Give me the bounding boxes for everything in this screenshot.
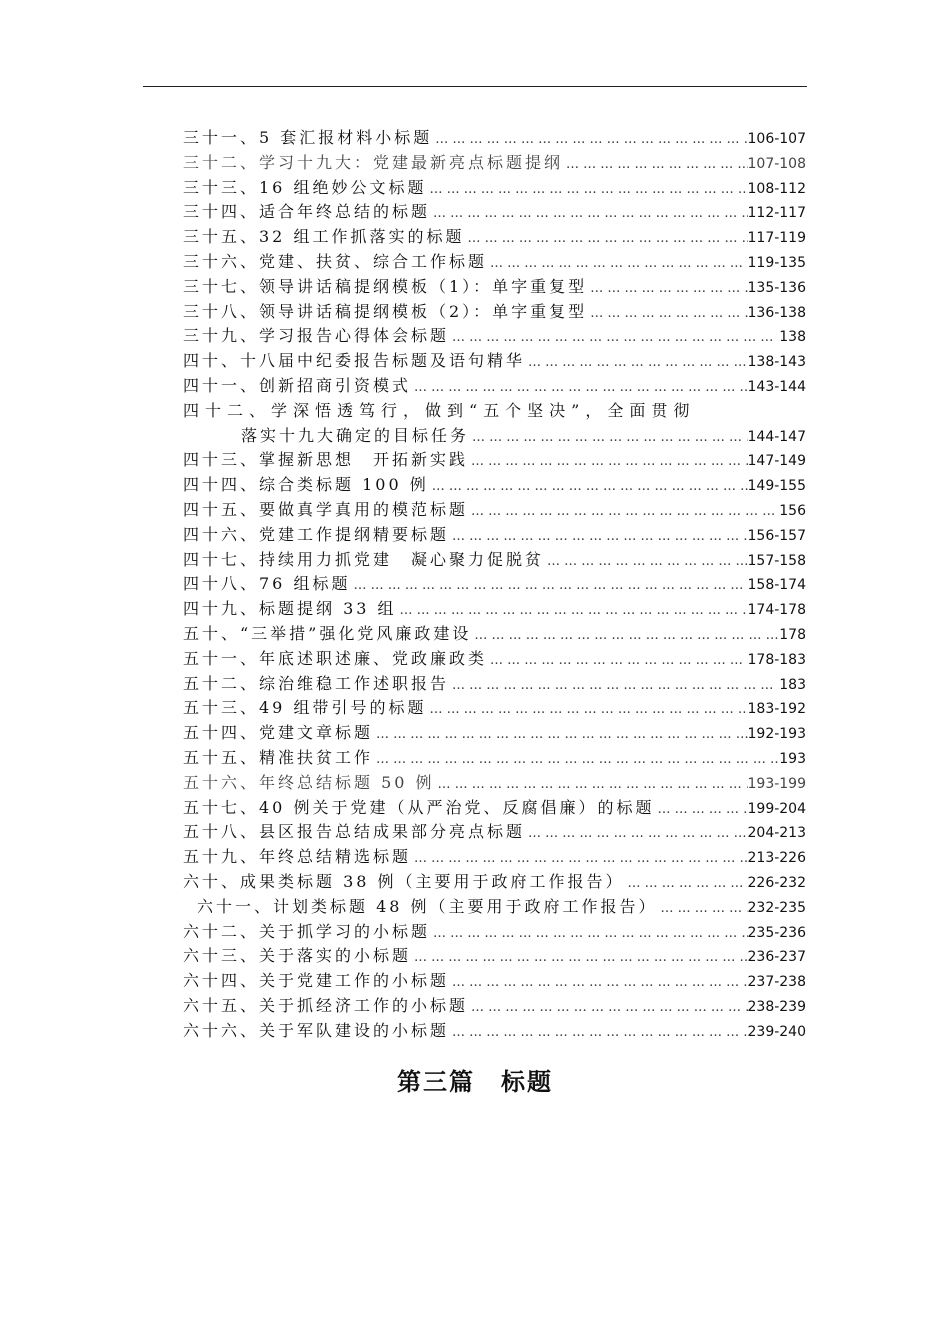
toc-leader bbox=[525, 826, 747, 841]
toc-leader bbox=[471, 628, 779, 643]
toc-entry-pages: 193-199 bbox=[747, 775, 806, 792]
toc-entry[interactable] bbox=[183, 274, 806, 299]
toc-entry-pages: 147-149 bbox=[747, 453, 806, 470]
toc-entry-label: 五十六、年终总结标题 50 例 bbox=[183, 772, 435, 792]
toc-entry-pages: 226-232 bbox=[747, 874, 806, 891]
toc-leader bbox=[464, 231, 747, 246]
toc-entry[interactable] bbox=[183, 224, 806, 249]
toc-leader bbox=[430, 926, 747, 941]
toc-entry-label: 四十、十八届中纪委报告标题及语句精华 bbox=[183, 351, 526, 371]
toc-leader bbox=[435, 777, 748, 792]
toc-entry-label: 三十一、5 套汇报材料小标题 bbox=[183, 128, 433, 147]
toc-entry-pages: 158-174 bbox=[747, 577, 806, 594]
toc-entry-pages: 138 bbox=[779, 329, 806, 346]
toc-entry-label: 落实十九大确定的目标任务 bbox=[241, 425, 470, 445]
toc-leader bbox=[373, 752, 779, 767]
header-rule bbox=[143, 86, 807, 87]
toc-entry-pages: 183 bbox=[779, 676, 806, 693]
toc-leader bbox=[625, 876, 748, 891]
toc-entry-pages: 117-119 bbox=[747, 230, 806, 247]
toc-leader bbox=[468, 454, 747, 469]
toc-entry[interactable] bbox=[183, 299, 806, 324]
toc-entry-label: 五十二、综治维稳工作述职报告 bbox=[183, 673, 450, 693]
toc-leader bbox=[411, 950, 747, 965]
toc-entry-pages: 232-235 bbox=[747, 899, 806, 916]
toc-entry-pages: 112-117 bbox=[747, 205, 806, 222]
toc-leader bbox=[411, 851, 747, 866]
toc-entry-pages: 119-135 bbox=[747, 254, 806, 271]
toc-entry[interactable] bbox=[183, 844, 806, 869]
toc-entry[interactable] bbox=[183, 993, 806, 1018]
toc-entry-pages: 193 bbox=[779, 750, 806, 767]
toc-entry-pages: 107-108 bbox=[747, 155, 806, 172]
toc-entry-label: 三十四、适合年终总结的标题 bbox=[183, 202, 431, 222]
toc-leader bbox=[373, 727, 747, 742]
toc-leader bbox=[587, 281, 747, 296]
toc-entry[interactable] bbox=[183, 571, 806, 596]
toc-entry[interactable] bbox=[183, 671, 806, 696]
toc-entry-pages: 237-238 bbox=[747, 974, 806, 991]
section-heading: 第三篇 标题 bbox=[397, 1067, 553, 1096]
toc-leader bbox=[468, 1000, 747, 1015]
toc-leader bbox=[429, 479, 748, 494]
toc-entry-pages: 149-155 bbox=[747, 478, 806, 495]
toc-entry-label: 四十二、学深悟透笃行，做到“五个坚决”，全面贯彻 bbox=[183, 400, 696, 420]
toc-entry-pages: 108-112 bbox=[747, 180, 806, 197]
toc-entry-pages: 144-147 bbox=[747, 428, 806, 445]
toc-leader bbox=[449, 975, 747, 990]
toc-entry-label: 四十九、标题提纲 33 组 bbox=[183, 599, 397, 619]
toc-entry-pages: 178 bbox=[779, 626, 806, 643]
toc-entry[interactable] bbox=[183, 919, 806, 944]
toc-entry-label: 五十三、49 组带引号的标题 bbox=[183, 698, 427, 718]
toc-leader bbox=[449, 529, 747, 544]
toc-entry-label: 四十五、要做真学真用的模范标题 bbox=[183, 499, 469, 519]
toc-entry[interactable] bbox=[183, 472, 806, 497]
toc-leader bbox=[397, 603, 748, 618]
toc-entry-label: 三十五、32 组工作抓落实的标题 bbox=[183, 227, 465, 247]
toc-entry-pages: 143-144 bbox=[747, 378, 806, 395]
toc-leader bbox=[426, 702, 747, 717]
toc-entry-pages: 183-192 bbox=[747, 701, 806, 718]
toc-entry[interactable] bbox=[183, 125, 806, 150]
toc-entry-pages: 156-157 bbox=[747, 527, 806, 544]
toc-entry[interactable] bbox=[183, 646, 806, 671]
toc-entry-pages: 192-193 bbox=[747, 726, 806, 743]
toc-entry-label: 六十六、关于军队建设的小标题 bbox=[183, 1020, 450, 1040]
toc-entry[interactable] bbox=[183, 175, 806, 200]
toc-entry-label: 三十七、领导讲话稿提纲模板（1）：单字重复型 bbox=[183, 276, 588, 296]
toc-entry-label: 四十六、党建工作提纲精要标题 bbox=[183, 524, 450, 544]
toc-entry-pages: 156 bbox=[779, 502, 806, 519]
toc-entry[interactable] bbox=[183, 497, 806, 522]
toc-entry-label: 五十一、年底述职述廉、党政廉政类 bbox=[183, 648, 488, 668]
table-of-contents bbox=[183, 125, 806, 1042]
toc-entry[interactable] bbox=[183, 199, 806, 224]
toc-entry[interactable] bbox=[183, 894, 806, 919]
toc-entry[interactable] bbox=[183, 596, 806, 621]
toc-entry-label: 六十五、关于抓经济工作的小标题 bbox=[183, 995, 469, 1015]
toc-entry-label: 五十九、年终总结精选标题 bbox=[183, 847, 412, 867]
toc-entry-label: 六十四、关于党建工作的小标题 bbox=[183, 971, 450, 991]
toc-entry-pages: 106-107 bbox=[747, 131, 806, 147]
toc-entry-label: 五十七、40 例关于党建（从严治党、反腐倡廉）的标题 bbox=[183, 797, 655, 817]
toc-entry-label: 四十八、76 组标题 bbox=[183, 574, 351, 594]
toc-entry-continuation[interactable] bbox=[183, 423, 806, 448]
toc-leader bbox=[426, 182, 747, 197]
toc-leader bbox=[430, 206, 747, 221]
toc-entry-label: 三十六、党建、扶贫、综合工作标题 bbox=[183, 251, 488, 271]
toc-entry-label: 四十一、创新招商引资模式 bbox=[183, 375, 412, 395]
toc-entry[interactable] bbox=[183, 522, 806, 547]
toc-entry-label: 六十三、关于落实的小标题 bbox=[183, 946, 412, 966]
toc-entry-label: 五十五、精准扶贫工作 bbox=[183, 747, 374, 767]
toc-entry-label: 六十、成果类标题 38 例（主要用于政府工作报告） bbox=[183, 871, 625, 891]
toc-entry-label: 五十、“三举措”强化党风廉政建设 bbox=[183, 623, 472, 643]
toc-entry-label: 三十九、学习报告心得体会标题 bbox=[183, 326, 450, 346]
toc-entry[interactable] bbox=[183, 398, 806, 423]
toc-entry[interactable] bbox=[183, 150, 806, 175]
toc-entry-label: 三十三、16 组绝妙公文标题 bbox=[183, 177, 427, 197]
toc-entry-pages: 236-237 bbox=[747, 949, 806, 966]
toc-leader bbox=[487, 653, 747, 668]
toc-leader bbox=[587, 306, 747, 321]
toc-entry-pages: 135-136 bbox=[747, 279, 806, 296]
toc-leader bbox=[449, 678, 779, 693]
toc-entry-label: 六十二、关于抓学习的小标题 bbox=[183, 921, 431, 941]
toc-entry-pages: 174-178 bbox=[747, 602, 806, 619]
toc-entry[interactable] bbox=[183, 819, 806, 844]
toc-leader bbox=[658, 901, 748, 916]
toc-entry-pages: 238-239 bbox=[747, 998, 806, 1015]
toc-leader bbox=[654, 802, 747, 817]
toc-entry-label: 四十七、持续用力抓党建 凝心聚力促脱贫 bbox=[183, 549, 545, 569]
toc-entry-label: 三十八、领导讲话稿提纲模板（2）：单字重复型 bbox=[183, 301, 588, 321]
toc-leader bbox=[469, 430, 747, 445]
toc-entry[interactable] bbox=[183, 447, 806, 472]
toc-entry-pages: 157-158 bbox=[747, 552, 806, 569]
toc-leader bbox=[544, 554, 747, 569]
toc-entry[interactable] bbox=[183, 373, 806, 398]
toc-entry[interactable] bbox=[183, 249, 806, 274]
toc-leader bbox=[411, 380, 747, 395]
toc-entry[interactable] bbox=[183, 770, 806, 795]
toc-entry[interactable] bbox=[183, 869, 806, 894]
toc-entry[interactable] bbox=[183, 621, 806, 646]
toc-entry-pages: 204-213 bbox=[747, 825, 806, 842]
toc-entry-pages: 138-143 bbox=[747, 354, 806, 371]
toc-entry-label: 四十四、综合类标题 100 例 bbox=[183, 475, 429, 495]
toc-entry[interactable] bbox=[183, 968, 806, 993]
toc-entry-pages: 213-226 bbox=[747, 850, 806, 867]
toc-entry[interactable] bbox=[183, 720, 806, 745]
toc-entry-pages: 239-240 bbox=[747, 1023, 806, 1040]
toc-leader bbox=[487, 256, 747, 271]
toc-entry[interactable] bbox=[183, 745, 806, 770]
toc-entry-pages: 199-204 bbox=[747, 800, 806, 817]
toc-entry-pages: 136-138 bbox=[747, 304, 806, 321]
toc-entry[interactable] bbox=[183, 547, 806, 572]
toc-entry-label: 三十二、学习十九大：党建最新亮点标题提纲 bbox=[183, 152, 564, 172]
toc-entry[interactable] bbox=[183, 695, 806, 720]
toc-entry-label: 四十三、掌握新思想 开拓新实践 bbox=[183, 450, 469, 470]
toc-entry[interactable] bbox=[183, 1018, 806, 1043]
toc-leader bbox=[525, 355, 747, 370]
toc-leader bbox=[468, 504, 779, 519]
toc-leader bbox=[432, 132, 747, 147]
toc-entry-pages: 178-183 bbox=[747, 651, 806, 668]
toc-entry-label: 六十一、计划类标题 48 例（主要用于政府工作报告） bbox=[197, 896, 658, 916]
toc-entry[interactable] bbox=[183, 348, 806, 373]
toc-leader bbox=[449, 330, 779, 345]
toc-leader bbox=[350, 578, 747, 593]
toc-leader bbox=[449, 1025, 747, 1040]
toc-entry[interactable] bbox=[183, 943, 806, 968]
toc-leader bbox=[563, 157, 747, 172]
toc-entry[interactable] bbox=[183, 795, 806, 820]
toc-entry-label: 五十四、党建文章标题 bbox=[183, 723, 374, 743]
toc-entry-label: 五十八、县区报告总结成果部分亮点标题 bbox=[183, 822, 526, 842]
toc-entry[interactable] bbox=[183, 323, 806, 348]
toc-entry-pages: 235-236 bbox=[747, 924, 806, 941]
